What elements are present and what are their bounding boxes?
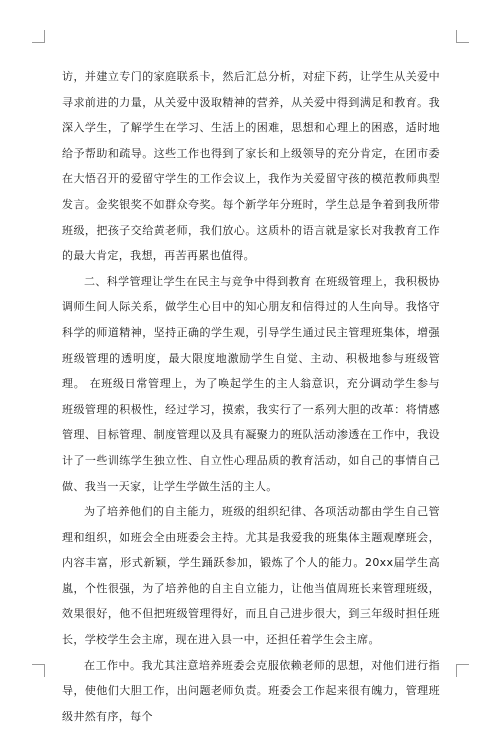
paragraph-1-continued: 访，并建立专门的家庭联系卡，然后汇总分析，对症下药，让学生从关爱中寻求前进的力量，从关爱中汲取精神的营养，从关爱中得到满足和教育。我深入学生，了解学生在学习、生活上的困难，思想和心理上的困惑，适时地给予帮助和疏导。这些工作也得到了家长和上级领导的充分肯定，在团市委在大悟召开的爱留守学生的工作会议上，我作为关爱留守孩的模范教师典型发言。金奖银奖不如群众夸奖。每个新学年分班时，学生总是争着到我所带班级，把孩子交给黄老师，我们放心。这质朴的语言就是家长对我教育工作的最大肯定，我想，再苦再累也值得。 [62,70,440,263]
crop-mark-top-right [456,30,469,43]
paragraph-2-scientific-management: 二、科学管理让学生在民主与竞争中得到教育 在班级管理上，我积极协调师生间人际关系，做学生心目中的知心朋友和信得过的人生向导。我恪守科学的师道精神，坚持正确的学生观，引导学生通过民主管理班集体，增强班级管理的透明度，最大限度地激励学生自觉、主动、积极地参与班级管理。 在班级日常管理上，为了唤起学生的主人翁意识，充分调动学生参与班级管理的积极性，经过学习，摸索，我实行了一系列大胆的改革：将情感管理、目标管理、制度管理以及具有凝聚力的班队活动渗透在工作中，我设计了一些训练学生独立性、自立性心理品质的教育活动，如自己的事情自己做、我当一天家，让学生学做生活的主人。 [62,274,440,493]
document-body [62,64,440,729]
crop-mark-top-left [32,30,45,43]
paragraph-4-class-committee: 在工作中。我尤其注意培养班委会克服依赖老师的思想，对他们进行指导，使他们大胆工作，出问题老师负责。班委会工作起来很有魄力，管理班级井然有序，每个 [62,658,440,723]
crop-mark-bottom-left [32,664,45,677]
crop-mark-bottom-right [456,664,469,677]
paragraph-3-autonomy: 为了培养他们的自主能力，班级的组织纪律、各项活动都由学生自己管理和组织，如班会全由班委会主持。尤其是我爱我的班集体主题观摩班会，内容丰富，形式新颖，学生踊跃参加，锻炼了个人的能力。20xx届学生高嵐，个性很强，为了培养他的自主自立能力，让他当值周班长来管理班级，效果很好，他不但把班级管理得好，而且自己进步很大，到三年级时担任班长，学校学生会主席，现在进入县一中，还担任着学生会主席。 [62,505,440,647]
